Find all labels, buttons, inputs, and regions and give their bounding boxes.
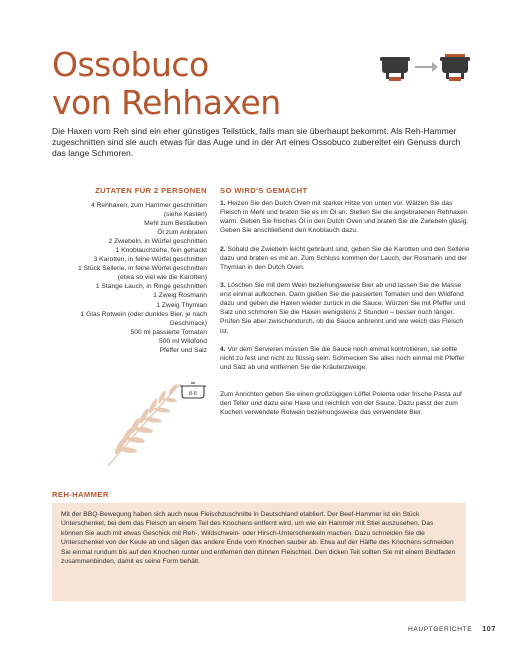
ingredient-item: Öl zum Anbraten (157, 229, 207, 237)
steps-heading: SO WIRD'S GEMACHT (220, 186, 308, 195)
ingredient-item: 1 Glas Rotwein (oder dunkles Bier, je nach (80, 310, 207, 318)
info-box-text: Mit der BBQ-Bewegung haben sich auch neue Fleischzuschnitte in Deutschland etabliert. Der Beef-Hammer ist ein Stück Unterschenkel, bei dem das Fleisch an einem Teil des Knochens entfernt wird, um wie ein Hammer mit Stiel auszusehen. Das können Sie auch mit etwas Geschick mit Reh-, Wildschwein- oder Hirsch-Unterschenkeln machen. Dazu schneiden Sie die Unterschenkel von der Keule ab und sägen das andere Ende vom Knochen sauber ab. Etwa auf der Hälfte des Knochens schneiden Sie einmal rundum bis auf den Knochen runter und entfernen den dünnen Fleischteil. Den dicken Teil sollten Sie mit einem Bindfaden zusammenbinden, damit es seine Form behält. (61, 511, 456, 566)
step-number: 4. (220, 345, 226, 353)
ingredient-item: 1 Zweig Thymian (156, 301, 207, 309)
section-name: HAUPTGERICHTE (407, 626, 473, 633)
step-text: Vor dem Servieren müssen Sie die Sauce noch einmal kontrollieren, sie sollte nicht zu fest und nicht zu flüssig sein. Schmecken Sie alles noch einmal mit Pfeffer und Salz ab und entfernen Sie die Kräuterzweige. (220, 345, 465, 371)
timer-label: 8-6 (189, 391, 197, 397)
ingredient-item: 500 ml Wildfond (159, 337, 207, 345)
step-number: 2. (220, 245, 226, 253)
ingredient-item: Mehl zum Bestäuben (144, 220, 207, 228)
page-footer (408, 624, 496, 633)
step-number: 3. (220, 282, 226, 290)
recipe-intro: Die Haxen vom Reh sind ein eher günstiges Teilstück, falls man sie überhaupt bekommt. Als Reh-Hammer zugeschnitten sind sie auch etwas für das Auge und in der Art eines Ossobuco zubereitet ein Genuss durch das lange Schmoren. (52, 126, 461, 159)
dutch-oven-heat-icon (380, 54, 470, 84)
dutch-oven-icon-left (380, 57, 410, 81)
ingredient-item: 1 Knoblauchzehe, fein gehackt (115, 247, 207, 255)
step-item (220, 199, 472, 235)
step-item (220, 281, 472, 336)
ingredient-item: 500 ml passierte Tomaten (130, 328, 207, 336)
arrow-right-icon (415, 62, 438, 72)
ingredient-item: 1 Stange Lauch, in Ringe geschnitten (95, 283, 207, 291)
ingredient-item: 3 Karotten, in feine Würfel geschnitten (93, 256, 207, 264)
ingredient-item: (siehe Kasten) (163, 211, 207, 219)
title-line-1: Ossobuco (52, 45, 209, 84)
ingredients-heading: ZUTATEN FÜR 2 PERSONEN (95, 186, 207, 195)
herb-sprig-icon (100, 378, 186, 470)
ingredient-item: Pfeffer und Salz (159, 346, 207, 354)
timer-icon (178, 380, 208, 400)
box-heading: REH-HAMMER (52, 490, 109, 499)
pot-timer-icon (178, 380, 208, 400)
page-number: 107 (482, 624, 496, 633)
step-number: 1. (220, 200, 226, 207)
ingredient-item: 1 Stück Sellerie, in feine Würfel geschnitten (78, 265, 207, 273)
step-text: Sobald die Zwiebeln leicht gebräunt sind, geben Sie die Karotten und den Sellerie dazu und braten es mit an. Zum Schluss kommen der Lauch, der Rosmarin und der Thymian in den Dutch Oven. (220, 245, 470, 271)
dutch-oven-icon-right (440, 54, 470, 81)
ingredients-list (52, 201, 207, 355)
title-line-2: von Rehhaxen (52, 83, 281, 122)
ingredient-item: (etwa so viel wie die Karotten) (117, 274, 207, 282)
ingredient-item: 2 Zwiebeln, in Würfel geschnitten (108, 238, 207, 246)
step-text: Heizen Sie den Dutch Oven mit starker Hitze von unten vor. Wälzen Sie das Fleisch in Mehl und braten Sie es im Öl an. Stellen Sie die angebratenen Rehhaxen warm. Geben Sie frisches Öl in den Dutch Oven und braten Sie die Zwiebeln glasig. Geben Sie anschließend den Knoblauch dazu. (220, 200, 469, 235)
ingredient-item: Geschmack) (169, 319, 207, 327)
steps-list (220, 199, 472, 427)
serving-suggestion: Zum Anrichten geben Sie einen großzügigen Löffel Polenta oder frische Pasta auf den Teller und dazu eine Haxe und reichlich von der Sauce. Dazu passt der zum Kochen verwendete Rotwein beziehungsweise das verwendete Bier. (220, 391, 462, 417)
step-text: Löschen Sie mit dem Wein beziehungsweise Bier ab und lassen Sie die Masse erst einmal aufkochen. Dann gießen Sie die passierten Tomaten und den Wildfond dazu und geben die Haxen wieder zurück in die Sauce. Würzen Sie mit Pfeffer und Salz und schmoren Sie die Haxen wenigstens 2 Stunden – besser noch länger. Prüfen Sie aber zwischendurch, ob die Sauce anbrennt und wie weich das Fleisch ist. (220, 282, 466, 335)
step-item (220, 345, 472, 372)
ingredient-item: 1 Zweig Rosmarin (153, 292, 207, 300)
recipe-title (52, 46, 281, 122)
ingredient-item: 4 Rehhaxen, zum Hammer geschnitten (91, 202, 207, 209)
info-box (52, 503, 466, 601)
step-item (220, 245, 472, 272)
